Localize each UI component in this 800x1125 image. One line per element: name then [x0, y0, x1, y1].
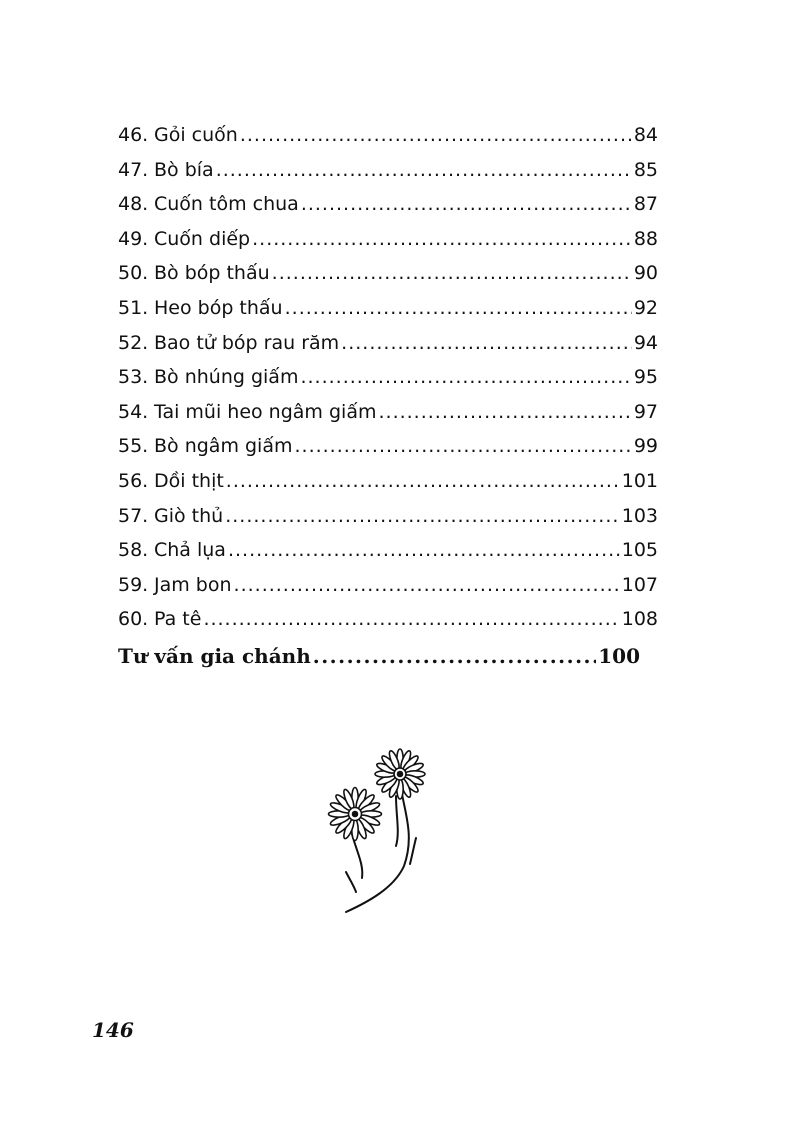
toc-entry [118, 395, 658, 430]
toc-dot-leader [225, 499, 620, 534]
table-of-contents [118, 118, 658, 674]
toc-dot-leader [252, 222, 632, 257]
toc-entry [118, 256, 658, 291]
toc-entry-title: Giò thủ [154, 504, 224, 527]
toc-entry-page: 95 [633, 366, 658, 389]
toc-entry-number: 55. [118, 435, 149, 458]
toc-entry-number: 58. [118, 539, 149, 562]
toc-entry-title: Pa tê [154, 608, 202, 631]
toc-entry-page: 94 [633, 331, 658, 354]
toc-entry-number: 56. [118, 469, 149, 492]
toc-entry-page: 105 [621, 539, 658, 562]
toc-entry-title: Bò ngâm giấm [154, 435, 293, 458]
toc-entry [118, 187, 658, 222]
toc-entry-number: 51. [118, 296, 149, 319]
toc-entry-page: 84 [633, 124, 658, 146]
toc-entry-title: Cuốn tôm chua [154, 193, 299, 216]
toc-dot-leader [294, 429, 631, 464]
toc-dot-leader [228, 533, 620, 568]
toc-entry-number: 54. [118, 400, 149, 423]
toc-entry-title: Tai mũi heo ngâm giấm [154, 400, 377, 423]
toc-entry-number: 49. [118, 227, 149, 250]
toc-final-page: 100 [598, 643, 640, 668]
toc-entry-page: 97 [633, 400, 658, 423]
toc-entry-number: 60. [118, 608, 149, 631]
toc-dot-leader [341, 326, 632, 361]
toc-entry-number: 47. [118, 158, 149, 181]
toc-dot-leader [313, 639, 597, 674]
toc-entry-page: 107 [621, 573, 658, 596]
toc-entry-page: 108 [621, 608, 658, 631]
toc-entry [118, 118, 658, 153]
toc-entry-number: 57. [118, 504, 149, 527]
toc-entry-title: Gỏi cuốn [154, 124, 238, 146]
toc-entry [118, 464, 658, 499]
toc-dot-leader [226, 464, 620, 499]
toc-entry [118, 499, 658, 534]
toc-entry-number: 46. [118, 124, 149, 146]
toc-entry-page: 90 [633, 262, 658, 285]
toc-entry-page: 103 [621, 504, 658, 527]
flowers-icon [322, 746, 434, 918]
toc-dot-leader [300, 360, 631, 395]
toc-entry-title: Chả lụa [154, 539, 226, 562]
toc-entry [118, 291, 658, 326]
toc-entry-title: Heo bóp thấu [154, 296, 283, 319]
toc-final-entry [118, 639, 640, 674]
toc-dot-leader [216, 153, 632, 188]
toc-final-title: Tư vấn gia chánh [118, 643, 311, 668]
toc-entry-number: 52. [118, 331, 149, 354]
toc-entry-page: 85 [633, 158, 658, 181]
toc-entry-number: 53. [118, 366, 149, 389]
toc-entry-page: 92 [633, 296, 658, 319]
toc-dot-leader [272, 256, 632, 291]
toc-entry-title: Bò nhúng giấm [154, 366, 299, 389]
toc-dot-leader [378, 395, 631, 430]
toc-entry-page: 87 [633, 193, 658, 216]
toc-dot-leader [240, 118, 632, 153]
toc-entry [118, 568, 658, 603]
toc-entry-number: 48. [118, 193, 149, 216]
toc-entry-page: 101 [621, 469, 658, 492]
toc-entry-page: 88 [633, 227, 658, 250]
toc-entry-title: Bao tử bóp rau răm [154, 331, 340, 354]
toc-entry-title: Jam bon [154, 573, 232, 596]
toc-entry [118, 326, 658, 361]
toc-dot-leader [234, 568, 620, 603]
toc-dot-leader [285, 291, 632, 326]
toc-entry-title: Bò bía [154, 158, 214, 181]
page-number: 146 [92, 1018, 134, 1042]
flower-icon [329, 788, 382, 841]
toc-entry-number: 50. [118, 262, 149, 285]
toc-entry-page: 99 [633, 435, 658, 458]
toc-entry-title: Bò bóp thấu [154, 262, 270, 285]
toc-dot-leader [203, 602, 619, 637]
toc-dot-leader [301, 187, 632, 222]
toc-entry [118, 222, 658, 257]
toc-entry-number: 59. [118, 573, 149, 596]
toc-entry [118, 602, 658, 637]
toc-entry [118, 153, 658, 188]
toc-entry [118, 533, 658, 568]
toc-entry-title: Cuốn diếp [154, 227, 251, 250]
toc-entry-title: Dồi thịt [154, 469, 224, 492]
flower-icon [375, 749, 425, 799]
toc-entry [118, 360, 658, 395]
toc-entry [118, 429, 658, 464]
